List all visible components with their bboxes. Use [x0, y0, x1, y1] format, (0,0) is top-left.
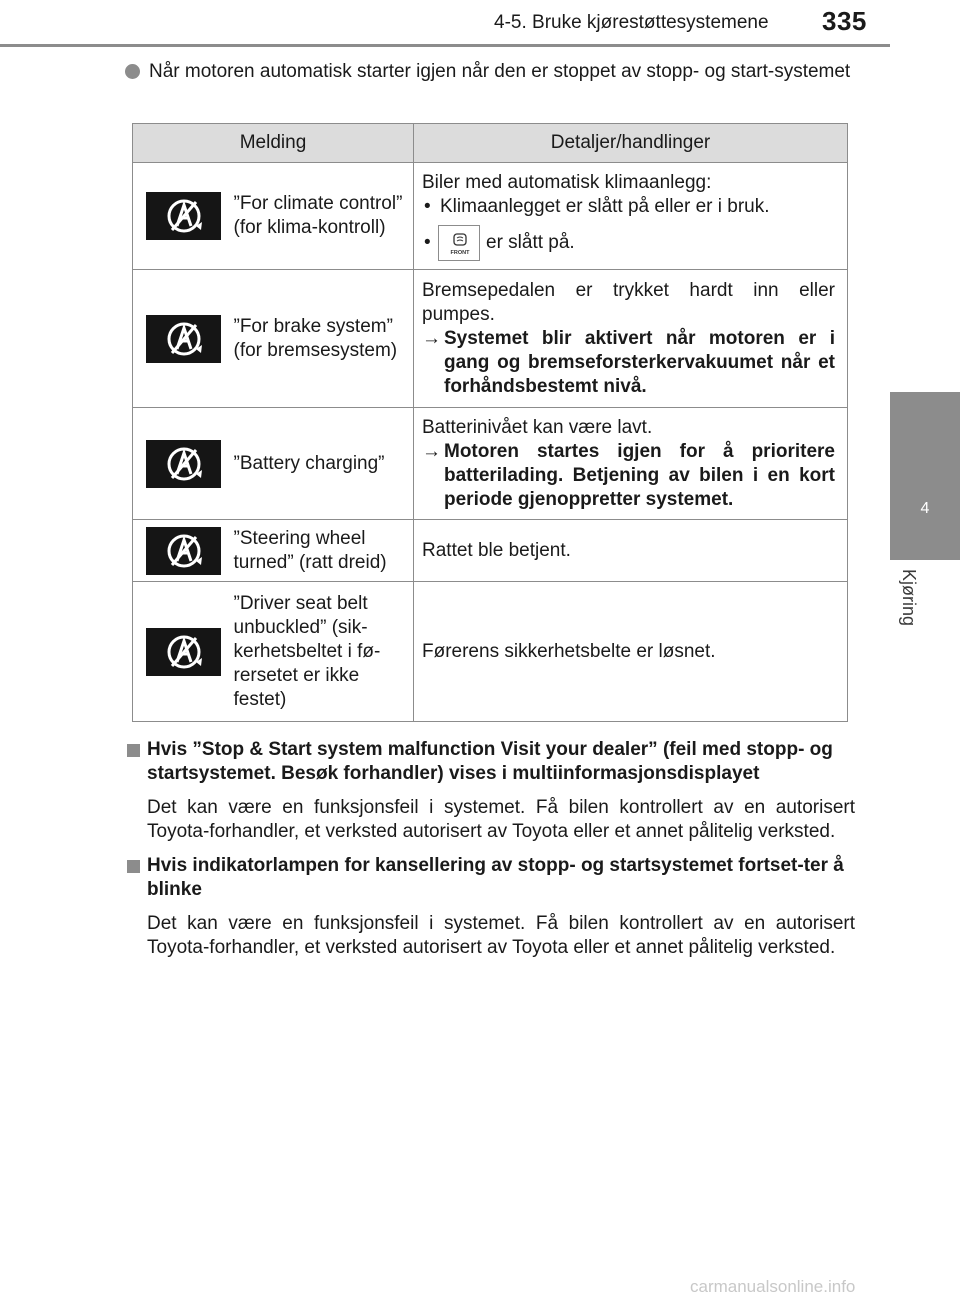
- icon-cell: [133, 270, 228, 408]
- page-header: [0, 0, 890, 48]
- message-name: ”Steering wheel turned” (ratt dreid): [228, 520, 414, 582]
- message-name: ”For climate control” (for klima-kontroll): [228, 163, 414, 270]
- square-bullet-icon: [127, 860, 140, 873]
- table-row: [133, 408, 848, 520]
- message-name: ”Battery charging”: [228, 408, 414, 520]
- detail-bullet: [422, 225, 835, 261]
- result-text: Systemet blir aktivert når motoren er i gang og bremseforsterkervakuumet når et forhåndsbestemt nivå.: [444, 327, 835, 397]
- detail-text: Rattet ble betjent.: [422, 539, 571, 561]
- chapter-label-text: Kjøring: [899, 569, 919, 627]
- bullet-text: Klimaanlegget er slått på eller er i bruk.: [440, 196, 770, 217]
- detail-cell: [414, 582, 848, 722]
- table-row: [133, 270, 848, 408]
- note-body: Det kan være en funksjonsfeil i systemet. Få bilen kontrollert av en autorisert Toyota-forhandler, et verksted autorisert av Toyota eller et annet pålitelig verksted.: [147, 913, 855, 958]
- detail-cell: [414, 408, 848, 520]
- bullet-text: er slått på.: [486, 232, 575, 253]
- table-header-row: [133, 124, 848, 163]
- arrow-icon: →: [422, 440, 441, 462]
- bullet-symbol: •: [424, 232, 431, 253]
- note-heading: [125, 738, 855, 786]
- detail-text: Bremsepedalen er trykket hardt inn eller pumpes.: [422, 279, 835, 325]
- chapter-number: 4: [920, 500, 930, 517]
- chapter-tab: [890, 392, 960, 560]
- header-rule: [0, 44, 890, 47]
- bullet-symbol: •: [424, 196, 431, 217]
- intro-paragraph: [125, 60, 855, 84]
- detail-result: [422, 440, 835, 512]
- icon-cell: [133, 520, 228, 582]
- message-table: [132, 123, 848, 722]
- detail-cell: [414, 520, 848, 582]
- table-row: [133, 520, 848, 582]
- result-text: Motoren startes igjen for å prioritere batterilading. Betjening av bilen i en kort periode gjenoppretter systemet.: [444, 440, 835, 510]
- note-section: [125, 738, 855, 844]
- stop-start-indicator-icon: [146, 440, 221, 488]
- watermark: carmanualsonline.info: [690, 1277, 856, 1296]
- detail-result: [422, 327, 835, 399]
- page-number: 335: [822, 6, 867, 36]
- section-title: 4-5. Bruke kjørestøttesystemene: [494, 12, 769, 33]
- column-header-details: Detaljer/handlinger: [414, 124, 848, 163]
- message-name: ”Driver seat belt unbuckled” (sik-kerhetsbeltet i fø-rersetet er ikke festet): [228, 582, 414, 722]
- detail-text: Batterinivået kan være lavt.: [422, 416, 653, 438]
- icon-cell: [133, 163, 228, 270]
- stop-start-indicator-icon: [146, 315, 221, 363]
- table-row: [133, 582, 848, 722]
- front-label: FRONT: [450, 250, 470, 256]
- detail-cell: [414, 163, 848, 270]
- note-section: [125, 854, 855, 960]
- stop-start-indicator-icon: [146, 527, 221, 575]
- detail-text: Førerens sikkerhetsbelte er løsnet.: [422, 640, 716, 662]
- icon-cell: [133, 582, 228, 722]
- square-bullet-icon: [127, 744, 140, 757]
- detail-bullet: [422, 195, 835, 219]
- arrow-icon: →: [422, 327, 441, 349]
- round-bullet-icon: [125, 64, 140, 79]
- column-header-message: Melding: [133, 124, 414, 163]
- table-row: [133, 163, 848, 270]
- intro-text: Når motoren automatisk starter igjen når den er stoppet av stopp- og start-systemet: [149, 61, 851, 82]
- icon-cell: [133, 408, 228, 520]
- front-defroster-button-icon: [438, 225, 480, 261]
- note-body: Det kan være en funksjonsfeil i systemet. Få bilen kontrollert av en autorisert Toyota-forhandler, et verksted autorisert av Toyota eller et annet pålitelig verksted.: [147, 797, 855, 842]
- note-heading-text: Hvis ”Stop & Start system malfunction Visit your dealer” (feil med stopp- og startsystemet. Besøk forhandler) vises i multiinformasjonsdisplayet: [147, 739, 833, 784]
- stop-start-indicator-icon: [146, 628, 221, 676]
- notes: [125, 738, 855, 970]
- detail-cell: [414, 270, 848, 408]
- note-heading: [125, 854, 855, 902]
- detail-text: Biler med automatisk klimaanlegg:: [422, 172, 712, 193]
- stop-start-indicator-icon: [146, 192, 221, 240]
- note-heading-text: Hvis indikatorlampen for kansellering av stopp- og startsystemet fortset-ter å blinke: [147, 855, 844, 900]
- message-name: ”For brake system” (for bremsesystem): [228, 270, 414, 408]
- chapter-label: [897, 569, 917, 649]
